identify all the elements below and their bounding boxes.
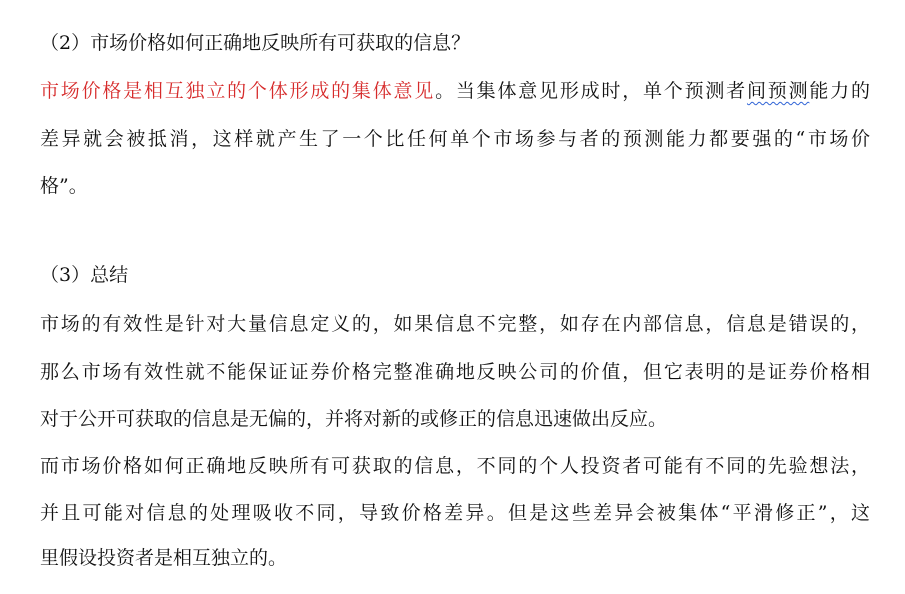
text-segment: 。当集体意见形成时，单个预测者 bbox=[435, 80, 747, 102]
section-3-heading: （3）总结 bbox=[40, 264, 129, 286]
section-2-paragraph-line-3: 格”。 bbox=[40, 175, 88, 197]
text-segment: 能力的 bbox=[809, 80, 870, 102]
spellcheck-underlined-text[interactable]: 间预测 bbox=[746, 80, 810, 102]
highlighted-text: 市场价格是相互独立的个体形成的集体意见 bbox=[40, 80, 436, 102]
section-2-paragraph-line-1 bbox=[40, 76, 870, 106]
section-2-paragraph-line-2: 差异就会被抵消，这样就产生了一个比任何单个市场参与者的预测能力都要强的“市场价 bbox=[40, 128, 870, 150]
section-2-heading: （2）市场价格如何正确地反映所有可获取的信息？ bbox=[40, 32, 471, 54]
section-3-paragraph-line-6: 里假设投资者是相互独立的。 bbox=[40, 547, 288, 569]
section-3-paragraph-line-5: 并且可能对信息的处理吸收不同，导致价格差异。但是这些差异会被集体“平滑修正”，这 bbox=[40, 502, 870, 524]
section-3-paragraph-line-2: 那么市场有效性就不能保证证券价格完整准确地反映公司的价值，但它表明的是证券价格相 bbox=[40, 361, 870, 383]
section-3-paragraph-line-4: 而市场价格如何正确地反映所有可获取的信息，不同的个人投资者可能有不同的先验想法， bbox=[40, 455, 870, 477]
section-3-paragraph-line-3: 对于公开可获取的信息是无偏的，并将对新的或修正的信息迅速做出反应。 bbox=[40, 408, 668, 430]
section-3-paragraph-line-1: 市场的有效性是针对大量信息定义的，如果信息不完整，如存在内部信息，信息是错误的， bbox=[40, 313, 870, 335]
